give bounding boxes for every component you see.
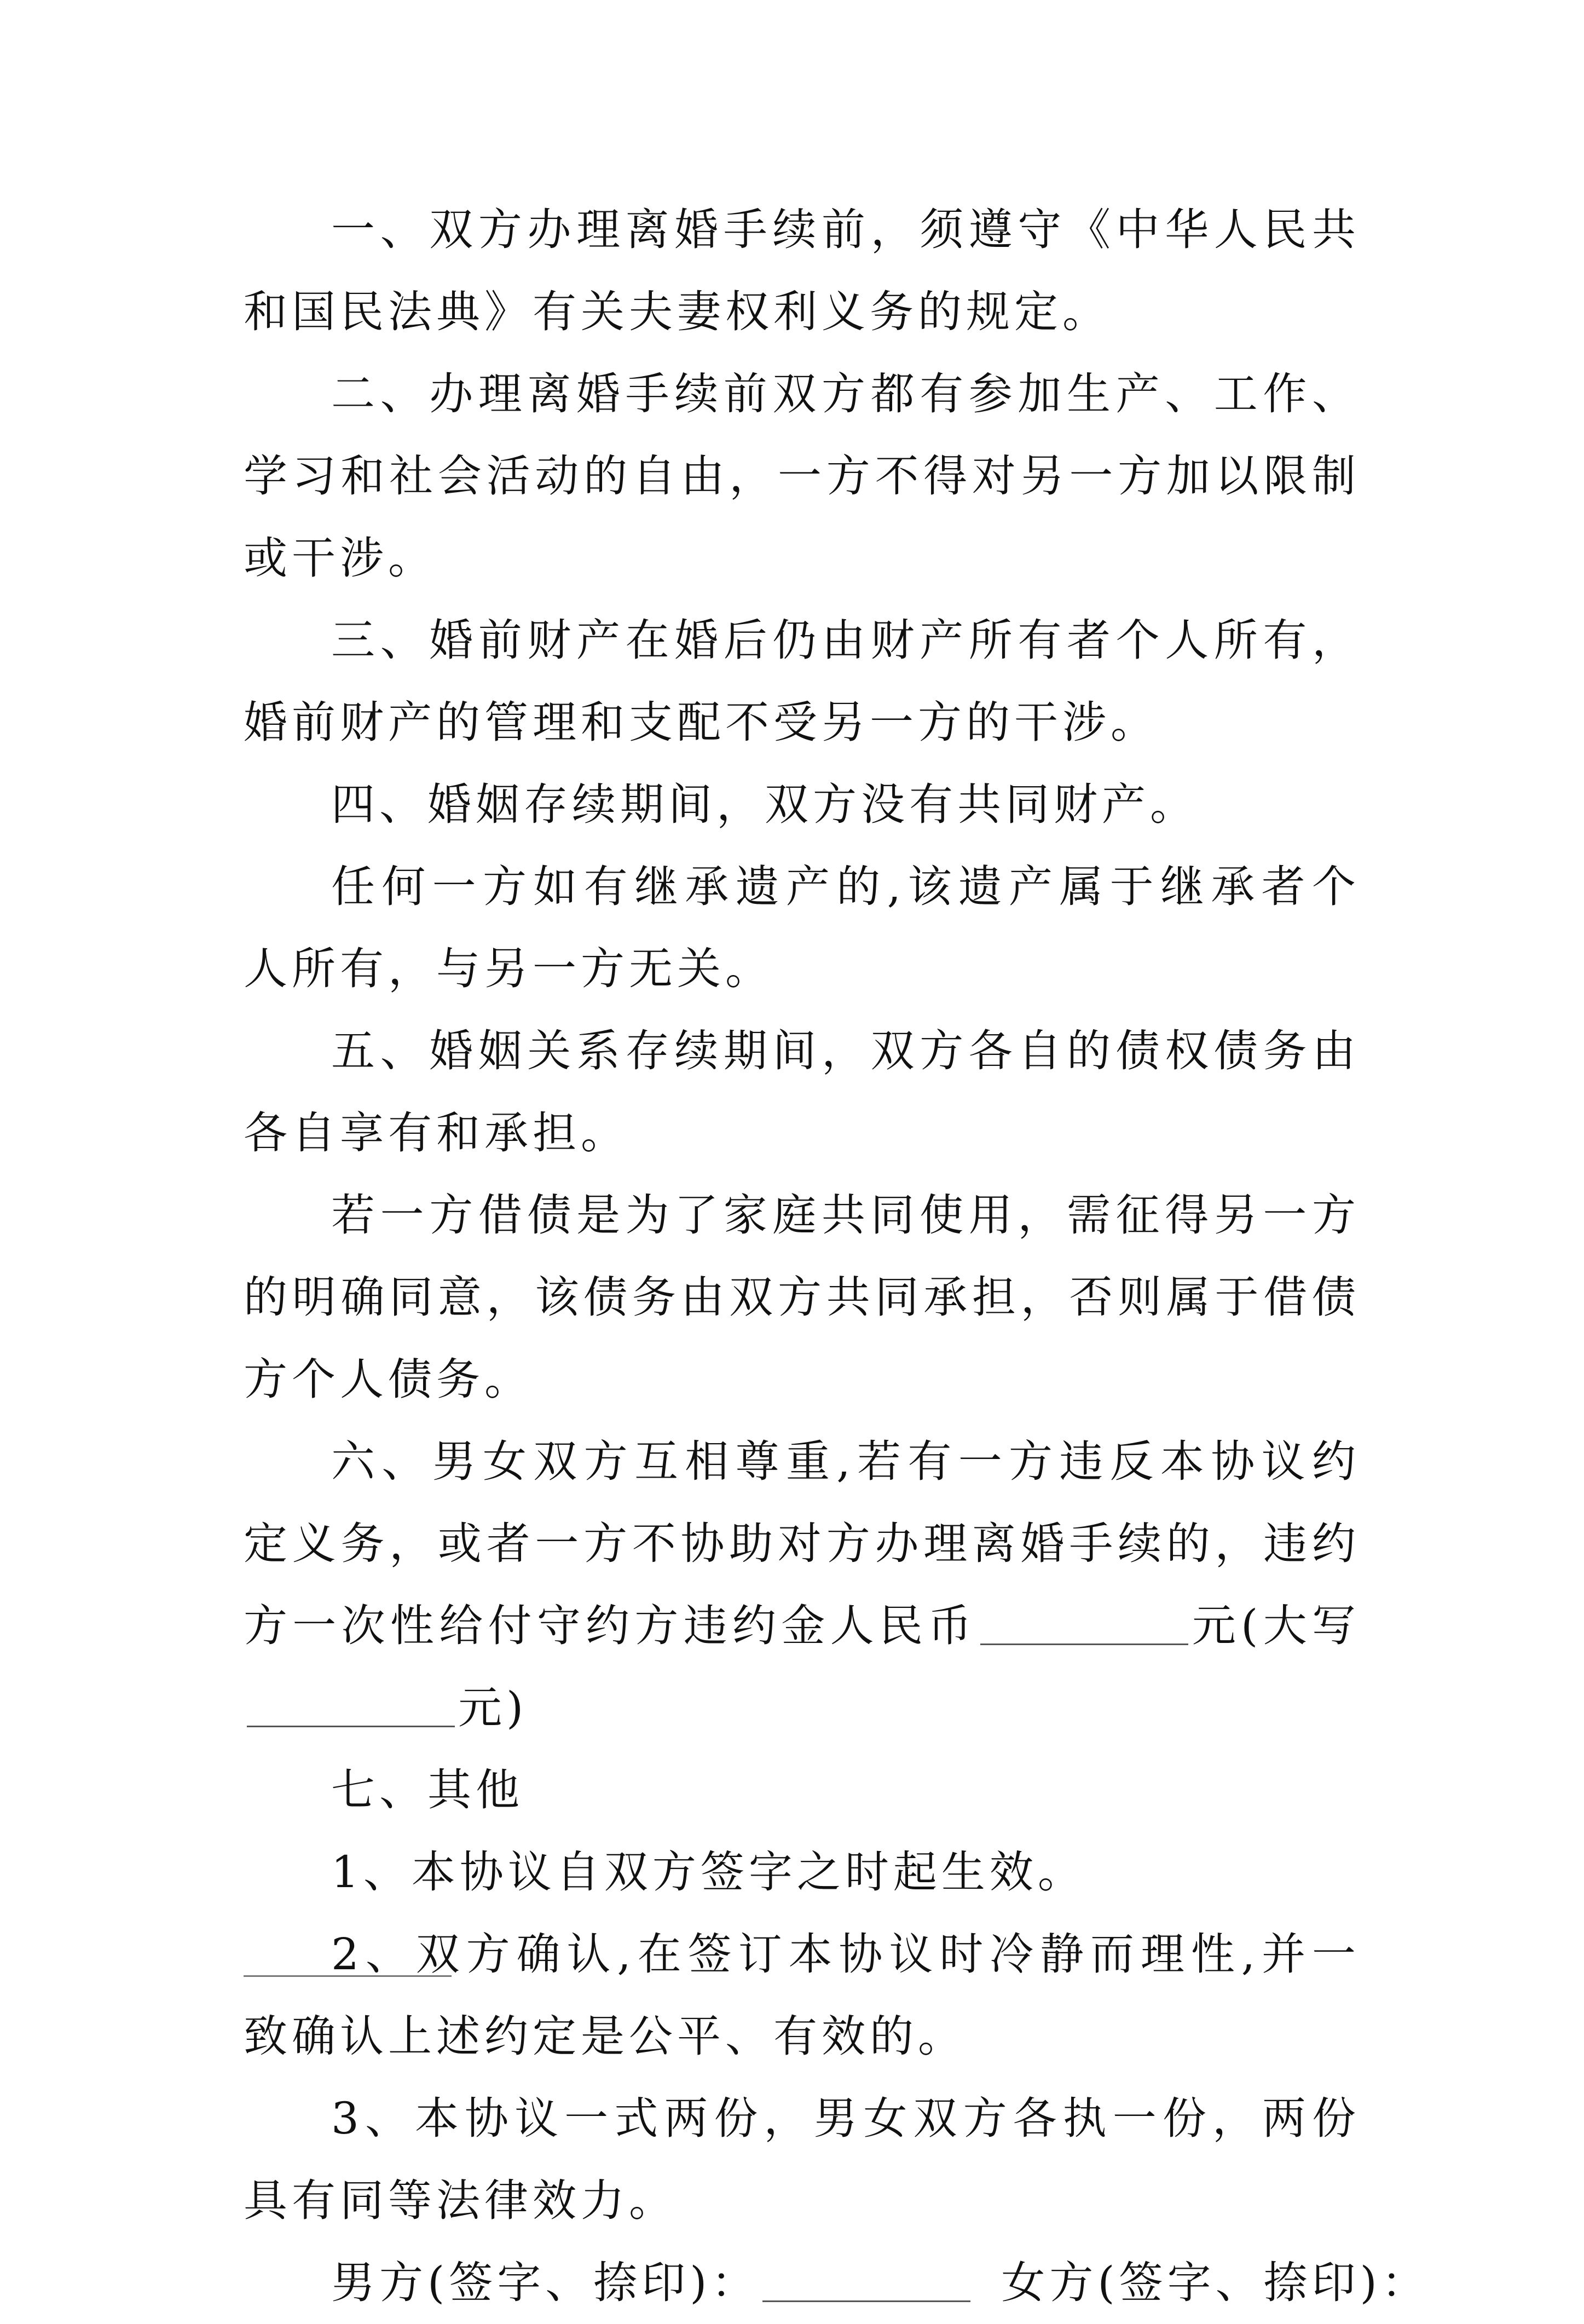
- clause-7-heading: 七、其他: [331, 1764, 524, 1815]
- penalty-amount-uppercase-blank[interactable]: [247, 1682, 455, 1727]
- clause-7-item-2: 2、双方确认,在签订本协议时冷静而理性,并一致确认上述约定是公平、有效的。: [244, 1929, 1360, 2062]
- female-signature-label: 女方(签字、捺印)：: [1001, 2257, 1430, 2308]
- clause-3: 三、婚前财产在婚后仍由财产所有者个人所有，婚前财产的管理和支配不受另一方的干涉。: [244, 615, 1360, 748]
- clause-4-inheritance: 任何一方如有继承遗产的,该遗产属于继承者个人所有，与另一方无关。: [244, 861, 1360, 994]
- clause-7-item-1: 1、本协议自双方签字之时起生效。: [331, 1847, 1086, 1898]
- penalty-text-before: 六、男女双方互相尊重,若有一方违反本协议约定义务，或者一方不协助对方办理离婚手续的，违约方一次性给付守约方违约金人民币: [244, 1436, 1360, 1651]
- document-body: [244, 189, 1430, 2324]
- clause-1: 一、双方办理离婚手续前，须遵守《中华人民共和国民法典》有关夫妻权利义务的规定。: [244, 204, 1360, 337]
- male-signature-label: 男方(签字、捺印)：: [331, 2257, 760, 2308]
- penalty-amount-blank[interactable]: [980, 1600, 1188, 1645]
- penalty-text-middle: 元(大写: [1191, 1600, 1361, 1651]
- female-signature-blank[interactable]: [244, 1975, 452, 1977]
- signature-row: [244, 2242, 1430, 2324]
- clause-5: 五、婚姻关系存续期间，双方各自的债权债务由各自享有和承担。: [244, 1025, 1360, 1158]
- penalty-text-end: 元): [458, 1682, 528, 1733]
- clause-2: 二、办理离婚手续前双方都有参加生产、工作、学习和社会活动的自由，一方不得对另一方加以限制或干涉。: [244, 368, 1360, 584]
- clause-4: 四、婚姻存续期间，双方没有共同财产。: [331, 779, 1198, 830]
- clause-6-penalty: [244, 1421, 1360, 1749]
- clause-5-debt: 若一方借债是为了家庭共同使用，需征得另一方的明确同意，该债务由双方共同承担，否则属于借债方个人债务。: [244, 1190, 1360, 1405]
- male-signature-blank[interactable]: [762, 2257, 970, 2302]
- clause-7-item-3: 3、本协议一式两份，男女双方各执一份，两份具有同等法律效力。: [244, 2093, 1360, 2226]
